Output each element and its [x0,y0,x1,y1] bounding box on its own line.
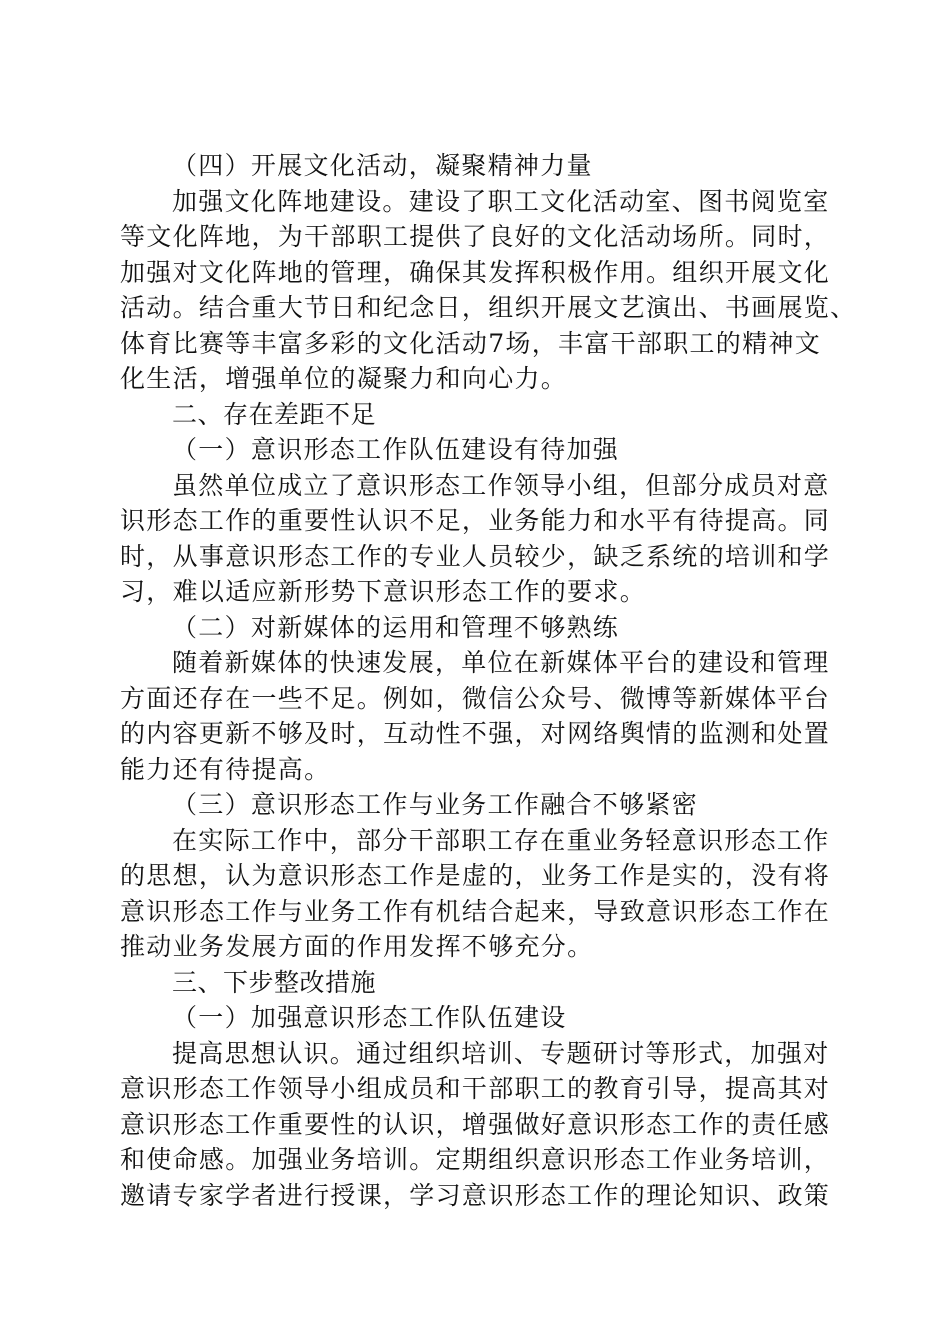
section-heading-culture: （四）开展文化活动，凝聚精神力量 [172,151,593,180]
document-page [120,148,857,1213]
section-heading-team-building: （一）加强意识形态工作队伍建设 [172,1003,567,1032]
paragraph-team [120,468,840,610]
text-line: 意识形态工作领导小组成员和干部职工的教育引导，提高其对 [120,1074,831,1103]
text-line: 的内容更新不够及时，互动性不强，对网络舆情的监测和处置 [120,719,831,748]
text-line: 在实际工作中，部分干部职工存在重业务轻意识形态工作 [172,825,830,855]
text-line: 时，从事意识形态工作的专业人员较少，缺乏系统的培训和学 [120,541,831,571]
text-line: 和使命感。加强业务培训。定期组织意识形态工作业务培训， [120,1145,831,1174]
text-line: 随着新媒体的快速发展，单位在新媒体平台的建设和管理 [172,648,830,677]
paragraph-culture [120,184,857,397]
text-line: 加强文化阵地建设。建设了职工文化活动室、图书阅览室 [172,186,830,216]
paragraph-team-building [120,1036,840,1214]
text-line: 方面还存在一些不足。例如，微信公众号、微博等新媒体平台 [120,683,831,713]
text-line: 的思想，认为意识形态工作是虚的，业务工作是实的，没有将 [120,861,831,890]
paragraph-integration [120,823,840,965]
paragraph-new-media [120,645,840,787]
text-line: 意识形态工作与业务工作有机结合起来，导致意识形态工作在 [120,896,831,926]
text-line: 加强对文化阵地的管理，确保其发挥积极作用。组织开展文化 [120,257,831,287]
text-line: 等文化阵地，为干部职工提供了良好的文化活动场所。同时， [120,222,831,251]
text-line: 活动。结合重大节日和纪念日，组织开展文艺演出、书画展览、 [120,293,857,322]
text-line: 识形态工作的重要性认识不足，业务能力和水平有待提高。同 [120,506,831,535]
text-line: 意识形态工作重要性的认识，增强做好意识形态工作的责任感 [120,1109,831,1139]
section-heading-team: （一）意识形态工作队伍建设有待加强 [172,435,620,464]
text-line: 能力还有待提高。 [120,754,331,784]
part-heading-measures: 三、下步整改措施 [172,967,377,997]
text-line: 邀请专家学者进行授课，学习意识形态工作的理论知识、政策 [120,1180,831,1210]
text-line: 化生活，增强单位的凝聚力和向心力。 [120,364,568,393]
text-line: 体育比赛等丰富多彩的文化活动7场，丰富干部职工的精神文 [120,328,822,358]
part-heading-gaps: 二、存在差距不足 [172,399,377,429]
section-heading-new-media: （二）对新媒体的运用和管理不够熟练 [172,612,620,642]
text-line: 习，难以适应新形势下意识形态工作的要求。 [120,577,647,606]
text-line: 推动业务发展方面的作用发挥不够充分。 [120,932,594,961]
text-line: 提高思想认识。通过组织培训、专题研讨等形式，加强对 [172,1038,830,1068]
section-heading-integration: （三）意识形态工作与业务工作融合不够紧密 [172,790,699,819]
text-line: 虽然单位成立了意识形态工作领导小组，但部分成员对意 [172,470,830,500]
